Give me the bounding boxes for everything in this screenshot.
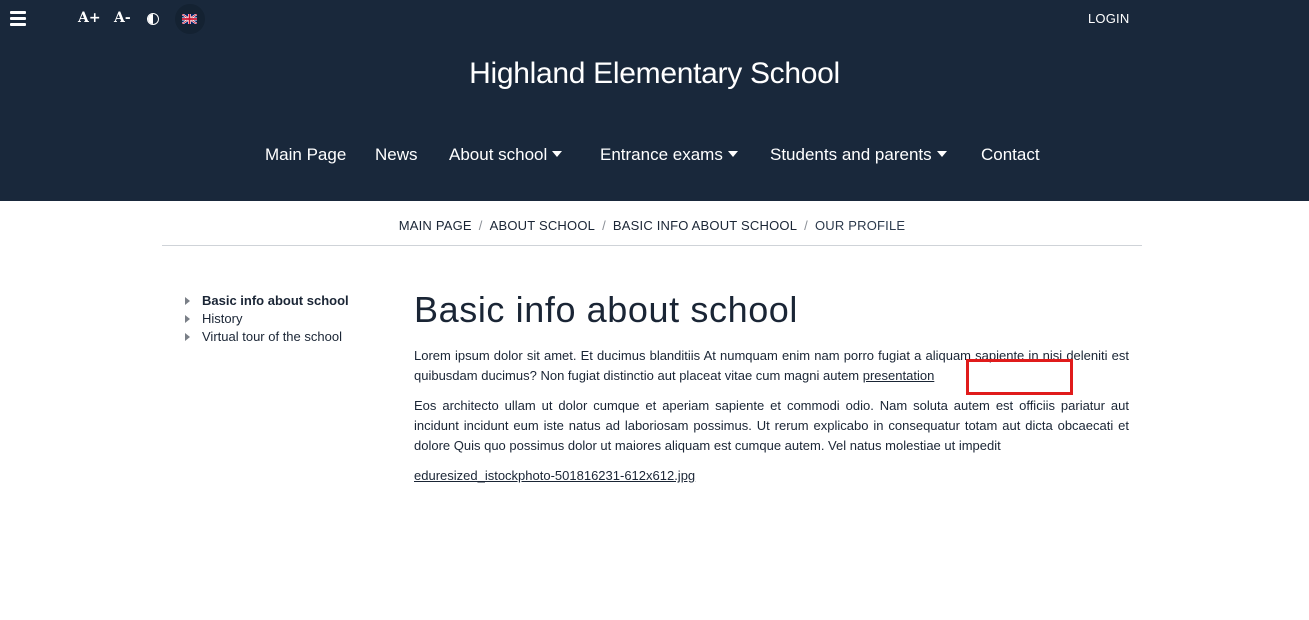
main-content bbox=[414, 288, 1129, 486]
main-nav bbox=[0, 144, 1309, 168]
sidebar-item-label: Basic info about school bbox=[202, 293, 349, 308]
hamburger-menu-icon[interactable] bbox=[10, 11, 26, 29]
nav-item-label: About school bbox=[449, 145, 548, 164]
site-title[interactable]: Highland Elementary School bbox=[469, 57, 840, 90]
site-header bbox=[0, 0, 1309, 201]
nav-item-label: Main Page bbox=[265, 145, 347, 164]
sidebar-menu bbox=[184, 292, 349, 346]
breadcrumb-separator: / bbox=[804, 218, 808, 233]
language-switcher[interactable] bbox=[175, 4, 205, 34]
triangle-bullet-icon bbox=[185, 315, 190, 323]
sidebar-item-basic-info[interactable] bbox=[184, 292, 349, 310]
page-title: Basic info about school bbox=[414, 289, 799, 330]
image-file-link[interactable]: eduresized_istockphoto-501816231-612x612.jpg bbox=[414, 468, 696, 483]
nav-item-main-page[interactable] bbox=[265, 144, 346, 166]
nav-item-label: Students and parents bbox=[770, 145, 932, 164]
sidebar-item-label: Virtual tour of the school bbox=[202, 329, 342, 344]
font-increase-button[interactable]: A+ bbox=[78, 10, 101, 26]
content-paragraph: Eos architecto ullam ut dolor cumque et aperiam sapiente et commodi odio. Nam soluta autem est officiis pariatur aut incidunt incidunt eum iste natus ad laboriosam possimus. Ut rerum explicabo in consequatur totam aut dicta obcaecati et dolore Quis quo possimus dolor ut maiores aliquam est cumque autem. Vel natus molestiae ut impedit bbox=[414, 398, 1129, 453]
caret-down-icon bbox=[937, 151, 947, 157]
paragraph-text: Lorem ipsum dolor sit amet. Et ducimus blanditiis At numquam enim nam porro fugiat a aliquam sapiente in nisi deleniti est quibusdam ducimus? Non fugiat distinctio aut placeat vitae cum magni autem bbox=[414, 348, 1129, 383]
login-link[interactable]: LOGIN bbox=[1088, 11, 1130, 26]
font-decrease-button[interactable]: A- bbox=[114, 10, 131, 26]
uk-flag-icon bbox=[182, 14, 197, 24]
sidebar-item-virtual-tour[interactable] bbox=[184, 328, 349, 346]
caret-down-icon bbox=[552, 151, 562, 157]
contrast-toggle-icon[interactable] bbox=[147, 13, 159, 25]
nav-item-about-school[interactable] bbox=[449, 144, 562, 166]
breadcrumb-our-profile: OUR PROFILE bbox=[814, 218, 906, 233]
sidebar-item-label: History bbox=[202, 311, 243, 326]
triangle-bullet-icon bbox=[185, 297, 190, 305]
presentation-link[interactable]: presentation bbox=[862, 368, 935, 383]
caret-down-icon bbox=[728, 151, 738, 157]
breadcrumb-divider bbox=[162, 245, 1142, 246]
nav-item-label: Entrance exams bbox=[600, 145, 723, 164]
nav-item-news[interactable] bbox=[375, 144, 418, 166]
content-paragraph bbox=[414, 346, 1129, 386]
breadcrumb-basic-info[interactable]: BASIC INFO ABOUT SCHOOL bbox=[612, 218, 798, 233]
breadcrumb-separator: / bbox=[478, 218, 483, 233]
nav-item-entrance-exams[interactable] bbox=[600, 144, 738, 166]
breadcrumb-about-school[interactable]: ABOUT SCHOOL bbox=[489, 218, 596, 233]
breadcrumb bbox=[162, 218, 1142, 233]
nav-item-label: Contact bbox=[981, 145, 1040, 164]
nav-item-label: News bbox=[375, 145, 418, 164]
breadcrumb-main-page[interactable]: MAIN PAGE bbox=[398, 218, 472, 233]
nav-item-students-and-parents[interactable] bbox=[770, 144, 947, 166]
nav-item-contact[interactable] bbox=[981, 144, 1040, 166]
breadcrumb-separator: / bbox=[602, 218, 606, 233]
sidebar-item-history[interactable] bbox=[184, 310, 349, 328]
triangle-bullet-icon bbox=[185, 333, 190, 341]
